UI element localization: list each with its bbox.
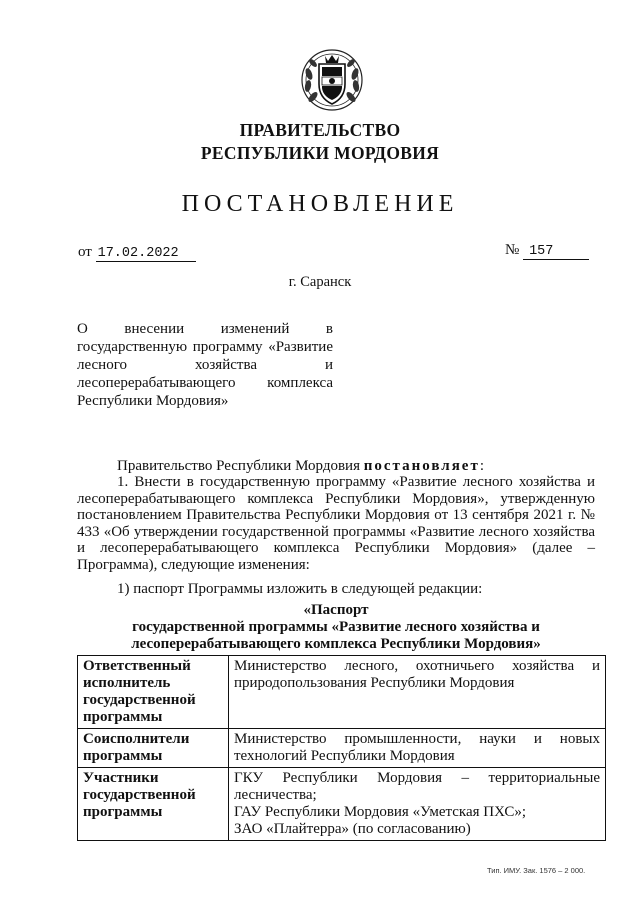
row-label: Ответственный исполнитель государственной программы xyxy=(78,656,229,729)
coat-of-arms-emblem xyxy=(297,44,367,114)
passport-title-line2: государственной программы «Развитие лесного хозяйства и xyxy=(132,619,540,635)
row-value xyxy=(229,729,606,768)
passport-title-line3: лесоперерабатывающего комплекса Республики Мордовия» xyxy=(131,636,541,652)
row-value xyxy=(229,768,606,841)
document-type-title: ПОСТАНОВЛЕНИЕ xyxy=(181,191,459,217)
row-value xyxy=(229,656,606,729)
date-prefix: от xyxy=(78,244,92,260)
document-number: 157 xyxy=(523,244,589,260)
preamble-start: Правительство Республики Мордовия xyxy=(117,458,364,474)
item-1-paragraph: 1. Внести в государственную программу «Развитие лесного хозяйства и лесоперерабатывающего комплекса Республики Мордовия», утвержденную постановлением Правительства Республики Мордовия от 13 сентября 2021 г. № 433 «Об утверждении государственной программы «Развитие лесного хозяйства и лесоперерабатывающего комплекса Республики Мордовия» (далее – Программа), следующие изменения: xyxy=(77,474,595,573)
passport-table xyxy=(77,655,606,841)
document-subject: О внесении изменений в государственную программу «Развитие лесного хозяйства и лесоперерабатывающего комплекса Республики Мордовия» xyxy=(77,321,333,409)
row-label: Участники государственной программы xyxy=(78,768,229,841)
table-row xyxy=(78,729,606,768)
document-date: 17.02.2022 xyxy=(96,246,196,262)
preamble-paragraph xyxy=(77,458,595,475)
value-line: Министерство лесного, охотничьего хозяйства и природопользования Республики Мордовия xyxy=(234,658,600,691)
number-requisite xyxy=(505,242,589,260)
city-name: г. Саранск xyxy=(288,274,352,290)
government-name-line2: РЕСПУБЛИКИ МОРДОВИЯ xyxy=(200,143,440,163)
value-line: ГАУ Республики Мордовия «Уметская ПХС»; xyxy=(234,804,527,820)
preamble-emphasis: постановляет xyxy=(363,458,480,474)
value-line: Министерство промышленности, науки и новых технологий Республики Мордовия xyxy=(234,731,600,764)
value-line: ЗАО «Плайтерра» (по согласованию) xyxy=(234,821,471,837)
value-line: ГКУ Республики Мордовия – территориальные лесничества; xyxy=(234,770,600,803)
date-requisite xyxy=(78,244,196,262)
passport-title-line1: «Паспорт xyxy=(303,602,369,618)
government-name-line1: ПРАВИТЕЛЬСТВО xyxy=(239,120,401,140)
number-prefix: № xyxy=(505,242,520,258)
row-label: Соисполнители программы xyxy=(78,729,229,768)
preamble-end: : xyxy=(479,458,485,474)
table-row xyxy=(78,656,606,729)
print-note: Тип. ИМУ. Зак. 1576 – 2 000. xyxy=(487,866,586,875)
table-row xyxy=(78,768,606,841)
item-1-1-paragraph: 1) паспорт Программы изложить в следующей редакции: xyxy=(117,581,483,597)
